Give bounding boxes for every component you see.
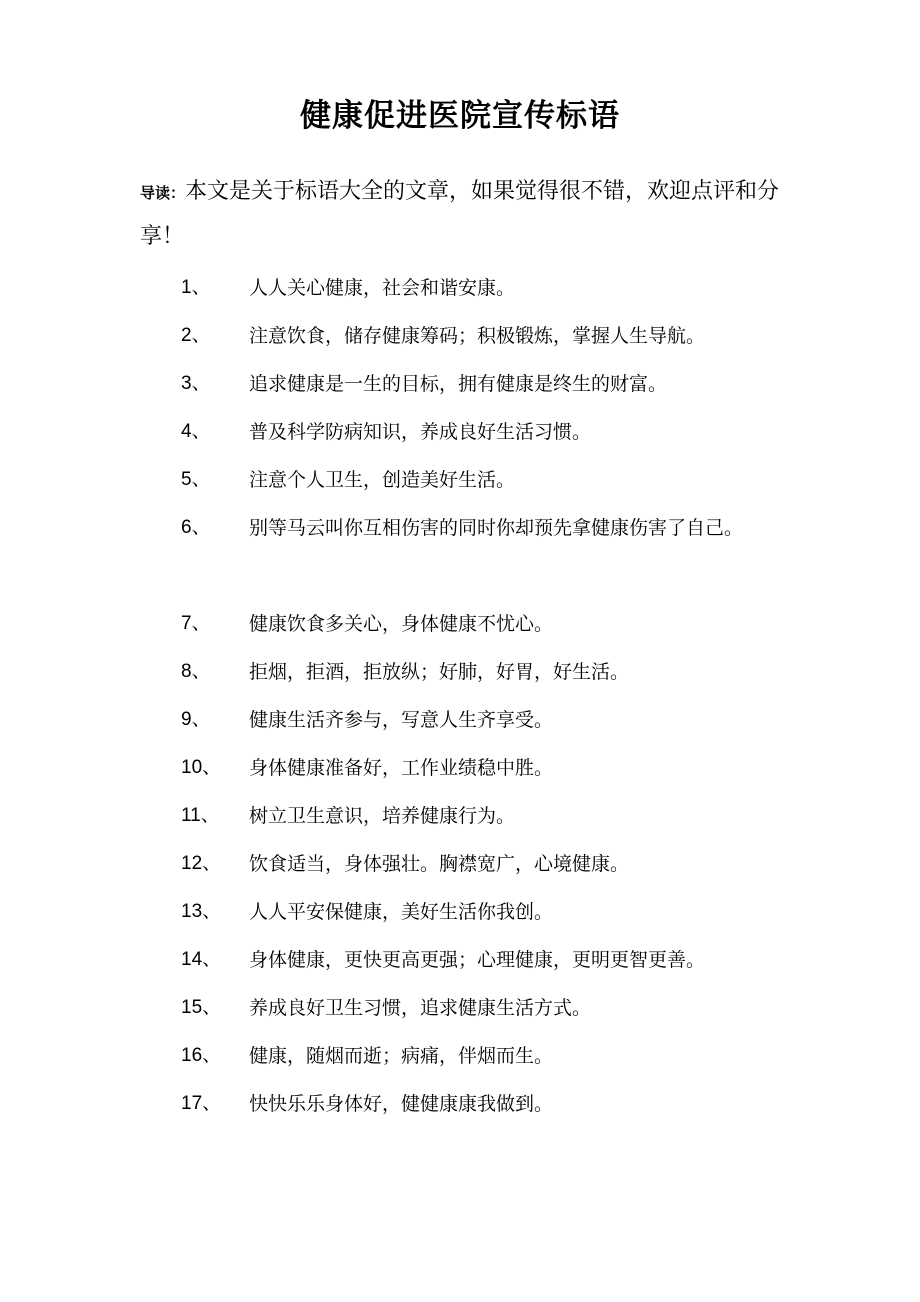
- slogan-text: 别等马云叫你互相伤害的同时你却预先拿健康伤害了自己。: [249, 517, 744, 539]
- slogan-text: 饮食适当，身体强壮。胸襟宽广，心境健康。: [249, 853, 630, 875]
- slogan-item: [0, 696, 920, 744]
- slogan-number: 11、: [181, 805, 220, 826]
- slogan-item: [0, 456, 920, 504]
- slogan-number: 12、: [181, 853, 222, 874]
- slogan-text: 注意个人卫生，创造美好生活。: [249, 469, 516, 491]
- slogan-text: 健康生活齐参与，写意人生齐享受。: [249, 709, 554, 731]
- intro-paragraph: [140, 170, 790, 259]
- slogan-number: 8、: [181, 661, 211, 682]
- slogan-item: [0, 600, 920, 648]
- slogan-text: 注意饮食，储存健康筹码；积极锻炼，掌握人生导航。: [249, 325, 706, 347]
- slogan-number: 15、: [181, 997, 222, 1018]
- slogan-number: 4、: [181, 421, 211, 442]
- slogan-number: 9、: [181, 709, 211, 730]
- slogan-number: 14、: [181, 949, 222, 970]
- slogan-text: 人人平安保健康，美好生活你我创。: [249, 901, 554, 923]
- slogan-item: [0, 360, 920, 408]
- slogan-text: 拒烟，拒酒，拒放纵；好肺，好胃，好生活。: [249, 661, 630, 683]
- slogan-number: 1、: [181, 277, 211, 298]
- slogan-item: [0, 408, 920, 456]
- slogan-number: 17、: [181, 1093, 222, 1114]
- slogan-text: 健康饮食多关心，身体健康不忧心。: [249, 613, 554, 635]
- intro-lead: 导读：: [140, 184, 186, 202]
- slogan-item: [0, 264, 920, 312]
- slogan-text: 身体健康，更快更高更强；心理健康，更明更智更善。: [249, 949, 706, 971]
- document-title: 健康促进医院宣传标语: [300, 98, 620, 134]
- slogan-text: 快快乐乐身体好，健健康康我做到。: [249, 1093, 554, 1115]
- slogan-text: 追求健康是一生的目标，拥有健康是终生的财富。: [249, 373, 668, 395]
- slogan-number: 10、: [181, 757, 222, 778]
- slogan-item: [0, 504, 920, 600]
- slogan-number: 5、: [181, 469, 211, 490]
- slogan-item: [0, 1080, 920, 1128]
- slogan-text: 普及科学防病知识，养成良好生活习惯。: [249, 421, 592, 443]
- intro-text: 本文是关于标语大全的文章，如果觉得很不错，欢迎点评和分享！: [140, 179, 780, 249]
- slogan-item: [0, 840, 920, 888]
- slogan-list: [0, 264, 920, 1128]
- slogan-text: 人人关心健康，社会和谐安康。: [249, 277, 516, 299]
- slogan-item: [0, 312, 920, 360]
- slogan-text: 健康，随烟而逝；病痛，伴烟而生。: [249, 1045, 554, 1067]
- slogan-number: 3、: [181, 373, 211, 394]
- slogan-item: [0, 888, 920, 936]
- slogan-item: [0, 936, 920, 984]
- slogan-text: 养成良好卫生习惯，追求健康生活方式。: [249, 997, 592, 1019]
- slogan-text: 树立卫生意识，培养健康行为。: [249, 805, 516, 827]
- slogan-number: 7、: [181, 613, 211, 634]
- slogan-number: 13、: [181, 901, 222, 922]
- slogan-number: 2、: [181, 325, 211, 346]
- slogan-item: [0, 1032, 920, 1080]
- slogan-item: [0, 792, 920, 840]
- slogan-text: 身体健康准备好，工作业绩稳中胜。: [249, 757, 554, 779]
- slogan-item: [0, 648, 920, 696]
- slogan-item: [0, 744, 920, 792]
- slogan-number: 16、: [181, 1045, 222, 1066]
- slogan-item: [0, 984, 920, 1032]
- slogan-number: 6、: [181, 517, 211, 538]
